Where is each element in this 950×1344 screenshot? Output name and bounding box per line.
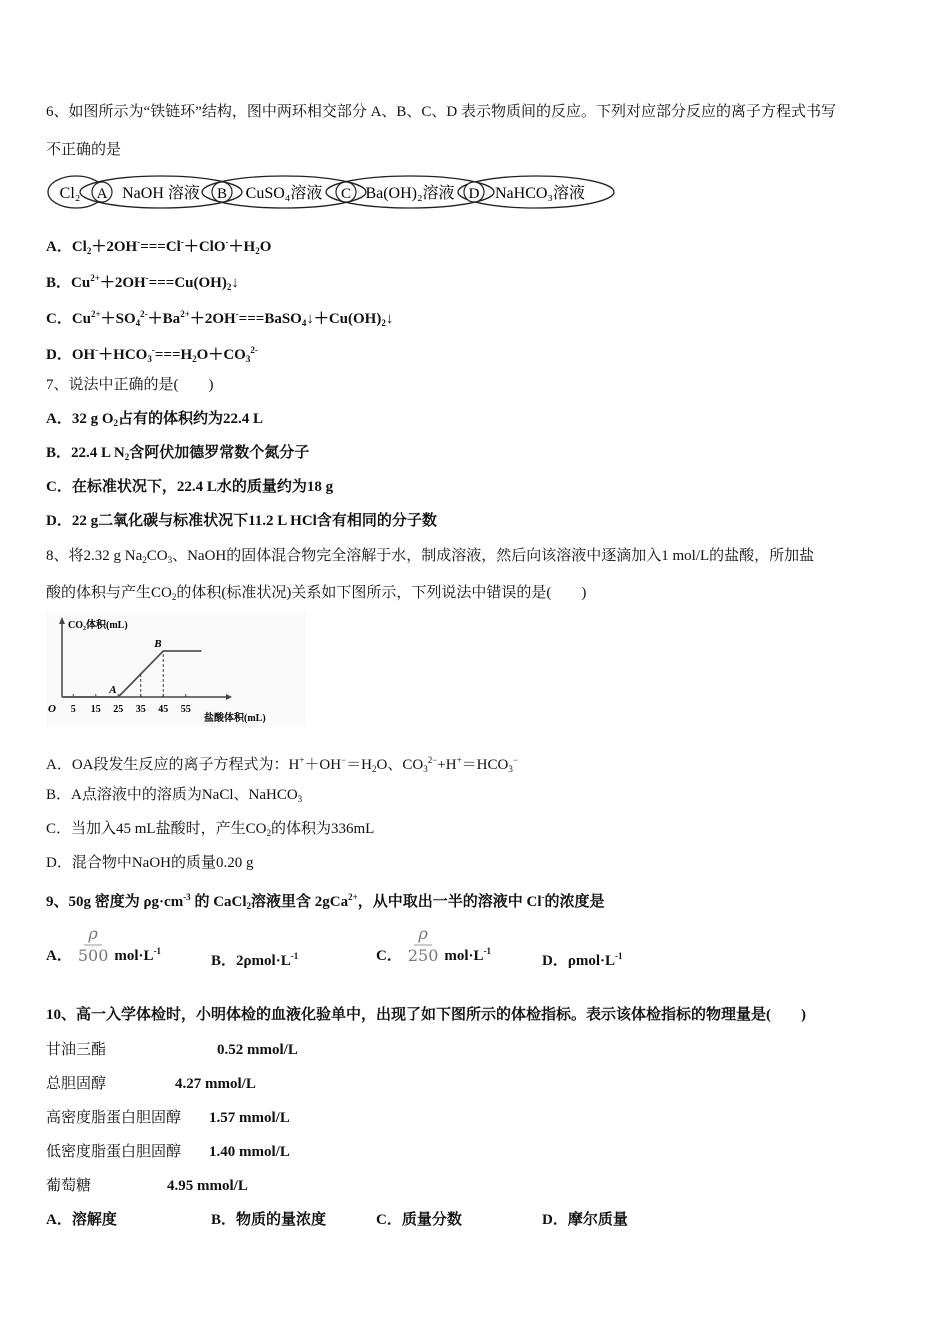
superscript: - — [137, 237, 141, 247]
x-tick-label: 45 — [158, 704, 169, 715]
q6-option-d: D．$OH^-+HCO_3^-===H_2O+CO_3^{2-}$ — [46, 345, 258, 364]
subscript: 2 — [192, 354, 197, 364]
superscript: - — [145, 273, 149, 283]
lab-item-name: 低密度脂蛋白胆固醇 — [46, 1144, 182, 1160]
ring-substance-label: CuSO₄溶液 — [245, 185, 323, 202]
q8-stem-line2: 酸的体积与产生$CO_2$的体积(标准状况)关系如下图所示，下列说法中错误的是( ) — [46, 585, 587, 602]
subscript: 2 — [142, 555, 147, 565]
unit: $mol\cdot L^{-1}$ — [114, 946, 162, 964]
superscript: 2− — [427, 755, 438, 765]
superscript: − — [512, 755, 518, 765]
origin-label: O — [48, 703, 56, 715]
superscript: - — [235, 309, 239, 319]
lab-item-name: 甘油三酯 — [46, 1042, 107, 1058]
subscript: 3 — [167, 555, 173, 565]
lab-item-value: 0.52 mmol/L — [217, 1042, 298, 1058]
lab-item-value: 4.27 mmol/L — [175, 1076, 256, 1092]
superscript: + — [456, 755, 462, 765]
q8-option-a: A．OA段发生反应的离子方程式为：$H^++OH^-=H_2O$、$CO_3^{2-}+H^+=HCO_3^-$ — [46, 755, 518, 774]
q7-option-a: A．32 g $O_2$占有的体积约为22.4 L — [46, 411, 264, 428]
option-letter: A． — [46, 948, 72, 964]
lab-item-name: 高密度脂蛋白胆固醇 — [46, 1110, 182, 1126]
lab-item-value: 1.57 mmol/L — [209, 1110, 290, 1126]
fraction-numerator: ρ — [84, 924, 101, 946]
ring-substance-label: NaOH 溶液 — [122, 185, 200, 202]
lab-item-value: 1.40 mmol/L — [209, 1144, 290, 1160]
superscript: + — [299, 755, 305, 765]
q6-option-c: C．$Cu^{2+}+SO_4^{2-}+Ba^{2+}+2OH^-===BaSO_4↓+Cu(OH)_2↓$ — [46, 309, 394, 328]
q6-stem-line2: 不正确的是 — [46, 142, 122, 158]
superscript: 2- — [140, 309, 148, 319]
q10-option-d: D．摩尔质量 — [542, 1212, 628, 1228]
superscript: - — [180, 237, 184, 247]
intersection-label-A: A — [96, 186, 108, 202]
subscript: 3 — [297, 794, 303, 804]
subscript: 2 — [381, 318, 386, 328]
ring-substance-label: Ba(OH)₂溶液 — [365, 185, 455, 202]
q6-option-b: B．$Cu^{2+}+2OH^-===Cu(OH)_2↓$ — [46, 273, 239, 292]
q6-stem-line1: 6、如图所示为“铁链环”结构，图中两环相交部分 A、B、C、D 表示物质间的反应。下列对应部分反应的离子方程式书写 — [46, 104, 836, 120]
fraction-denominator: 500 — [77, 946, 109, 965]
superscript: - — [151, 345, 155, 355]
q8-stem-line1: 8、将2.32 g $Na_2CO_3$、NaOH的固体混合物完全溶解于水，制成溶液，然后向该溶液中逐滴加入1 mol/L的盐酸，所加盐 — [46, 548, 815, 565]
point-label-A: A — [109, 684, 117, 696]
subscript: 4 — [135, 318, 141, 328]
q10-option-c: C．质量分数 — [376, 1212, 462, 1228]
superscript: − — [341, 755, 347, 765]
fraction-denominator: 250 — [407, 946, 439, 965]
q9-option-c — [376, 924, 491, 966]
point-label-B: B — [154, 638, 162, 650]
y-axis-label: CO₂体积(mL) — [68, 620, 128, 631]
superscript: -1 — [615, 951, 623, 961]
fraction — [408, 924, 439, 966]
q9-option-a — [46, 924, 161, 966]
superscript: - — [225, 237, 229, 247]
option-letter: C． — [376, 948, 402, 964]
subscript: 2 — [266, 828, 271, 838]
subscript: 2 — [246, 901, 252, 911]
subscript: 2 — [372, 764, 377, 774]
q7-option-b: B．22.4 L $N_2$含阿伏加德罗常数个氮分子 — [46, 445, 310, 462]
intersection-label-B: B — [216, 186, 228, 202]
q7-option-d: D．22 g二氧化碳与标准状况下11.2 L HCl含有相同的分子数 — [46, 513, 437, 529]
q9-option-d — [542, 946, 623, 971]
subscript: 4 — [301, 318, 307, 328]
superscript: -3 — [183, 892, 191, 902]
q9-stem: 9、50g 密度为 $\rho g\cdot cm^{-3}$ 的 CaCl$_2$溶液里含 2gCa$^{2+}$，从中取出一半的溶液中 Cl-的浓度是 — [46, 892, 605, 911]
superscript: - — [95, 345, 99, 355]
x-tick-label: 15 — [90, 704, 101, 715]
q8-option-b: B．A点溶液中的溶质为NaCl、NaHCO$_3$ — [46, 787, 303, 804]
superscript: 2+ — [90, 273, 100, 283]
x-tick-label: 5 — [70, 704, 76, 715]
co2-volume-chart — [46, 612, 306, 727]
q10-option-a: A．溶解度 — [46, 1212, 117, 1228]
q8-option-d: D．混合物中NaOH的质量0.20 g — [46, 855, 254, 871]
superscript: 2+ — [91, 309, 101, 319]
q10-stem: 10、高一入学体检时，小明体检的血液化验单中，出现了如下图所示的体检指标。表示该体检指标的物理量是( ) — [46, 1007, 806, 1023]
q7-stem: 7、说法中正确的是( ) — [46, 377, 214, 393]
fraction — [78, 924, 109, 966]
ring-substance-label: NaHCO₃溶液 — [494, 185, 586, 202]
fraction-numerator: ρ — [414, 924, 431, 946]
superscript: 2+ — [348, 892, 358, 902]
subscript: 2 — [124, 452, 130, 462]
subscript: 2 — [171, 592, 177, 602]
q8-option-c: C．当加入45 mL盐酸时，产生$CO_2$的体积为336mL — [46, 821, 375, 838]
lab-item-name: 总胆固醇 — [46, 1076, 107, 1092]
subscript: 2 — [255, 246, 260, 256]
intersection-label-C: C — [340, 186, 352, 202]
lab-item-value: 4.95 mmol/L — [167, 1178, 248, 1194]
option-letter: B． — [211, 953, 237, 969]
x-tick-label: 35 — [135, 704, 146, 715]
superscript: -1 — [153, 946, 162, 956]
lab-item-name: 葡萄糖 — [46, 1178, 92, 1194]
superscript: - — [541, 892, 545, 902]
option-letter: D． — [542, 953, 568, 969]
subscript: 2 — [226, 282, 232, 292]
option-text: $\rho mol\cdot L^{-1}$ — [567, 951, 623, 969]
x-axis-label: 盐酸体积(mL) — [204, 713, 266, 724]
subscript: 3 — [508, 764, 513, 774]
superscript: -1 — [483, 946, 492, 956]
intersection-label-D: D — [468, 186, 480, 202]
unit: $mol\cdot L^{-1}$ — [444, 946, 492, 964]
superscript: 2+ — [180, 309, 190, 319]
q9-option-b — [211, 946, 298, 971]
superscript: 2- — [250, 345, 258, 355]
q10-option-b: B．物质的量浓度 — [211, 1212, 327, 1228]
subscript: 3 — [147, 354, 152, 364]
iron-chain-rings-diagram — [46, 174, 616, 210]
ring-substance-label: Cl₂ — [59, 185, 81, 202]
subscript: 2 — [113, 418, 119, 428]
x-tick-label: 55 — [180, 704, 191, 715]
superscript: -1 — [290, 951, 299, 961]
q6-option-a: A．$Cl_2+2OH^-===Cl^-+ClO^-+H_2O$ — [46, 237, 272, 256]
q7-option-c: C．在标准状况下，22.4 L水的质量约为18 g — [46, 479, 334, 495]
option-text: $2\rho mol\cdot L^{-1}$ — [236, 951, 299, 969]
subscript: 3 — [423, 764, 428, 774]
subscript: 3 — [245, 354, 251, 364]
x-tick-label: 25 — [113, 704, 124, 715]
subscript: 2 — [86, 246, 92, 256]
